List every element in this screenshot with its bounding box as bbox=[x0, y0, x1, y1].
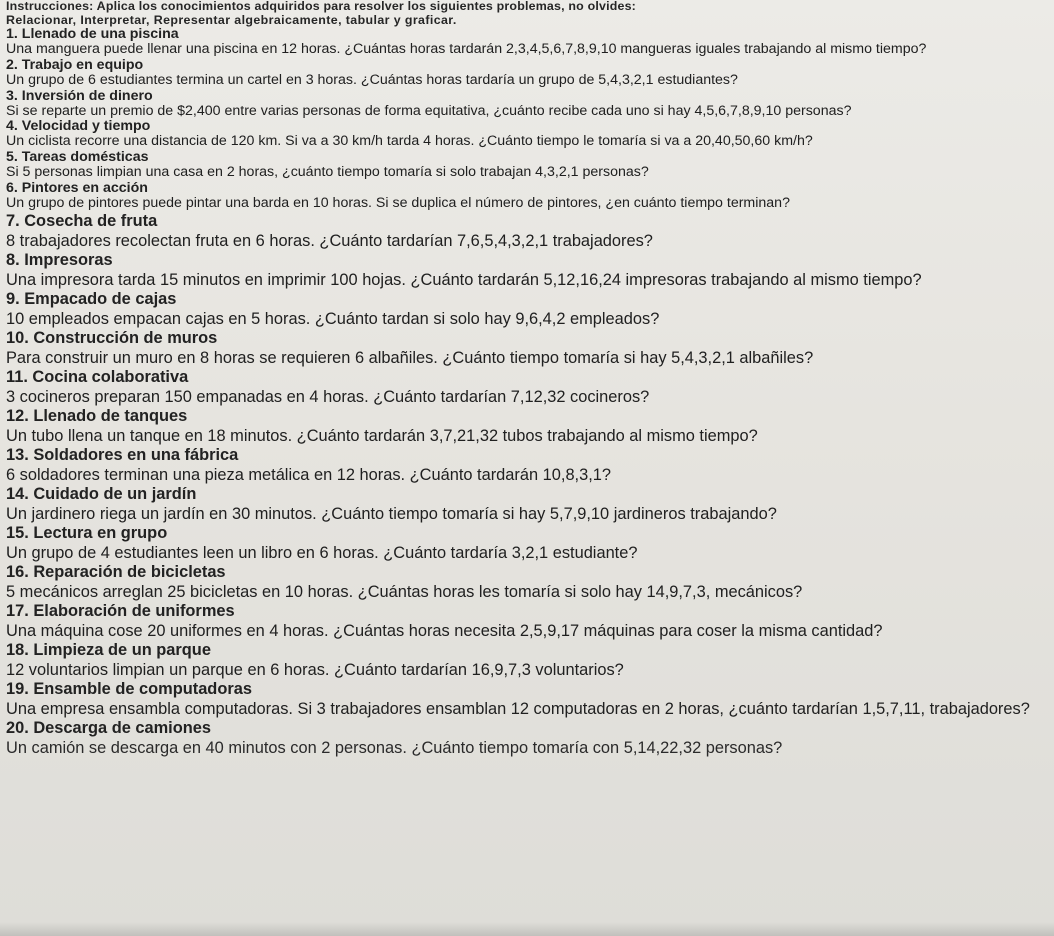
problem-9 bbox=[6, 290, 1046, 329]
problem-text: 3 cocineros preparan 150 empanadas en 4 horas. ¿Cuánto tardarían 7,12,32 cocineros? bbox=[6, 387, 650, 406]
problem-title: 8. Impresoras bbox=[6, 250, 113, 269]
problem-text: 8 trabajadores recolectan fruta en 6 horas. ¿Cuánto tardarían 7,6,5,4,3,2,1 trabajadores? bbox=[6, 231, 653, 250]
problem-2 bbox=[6, 58, 1046, 89]
problem-title: 3. Inversión de dinero bbox=[6, 87, 153, 104]
problem-title: 1. Llenado de una piscina bbox=[6, 26, 179, 42]
instructions-line-2: Relacionar, Interpretar, Representar algebraicamente, tabular y graficar. bbox=[6, 12, 457, 27]
problem-title: 2. Trabajo en equipo bbox=[6, 56, 144, 73]
problem-17 bbox=[6, 602, 1046, 641]
problem-title: 5. Tareas domésticas bbox=[6, 149, 149, 166]
problem-title: 6. Pintores en acción bbox=[6, 179, 148, 196]
problem-8 bbox=[6, 251, 1046, 290]
problem-title: 18. Limpieza de un parque bbox=[6, 640, 211, 659]
problem-title: 19. Ensamble de computadoras bbox=[6, 679, 252, 698]
problem-title: 20. Descarga de camiones bbox=[6, 718, 211, 737]
problem-text: Un grupo de pintores puede pintar una barda en 10 horas. Si se duplica el número de pintores, ¿en cuánto tiempo terminan? bbox=[6, 194, 790, 211]
problem-title: 7. Cosecha de fruta bbox=[6, 211, 158, 230]
problem-12 bbox=[6, 407, 1046, 446]
page-bottom-shadow bbox=[0, 922, 1054, 936]
problem-text: Un grupo de 6 estudiantes termina un cartel en 3 horas. ¿Cuántas horas tardaría un grupo de 5,4,3,2,1 estudiantes? bbox=[6, 71, 738, 88]
problem-title: 9. Empacado de cajas bbox=[6, 289, 177, 308]
problem-text: 10 empleados empacan cajas en 5 horas. ¿Cuánto tardan si solo hay 9,6,4,2 empleados? bbox=[6, 309, 660, 328]
problem-title: 14. Cuidado de un jardín bbox=[6, 484, 197, 503]
problem-15 bbox=[6, 524, 1046, 563]
problem-title: 4. Velocidad y tiempo bbox=[6, 118, 151, 135]
problem-text: Si se reparte un premio de $2,400 entre varias personas de forma equitativa, ¿cuánto recibe cada uno si hay 4,5,6,7,8,9,10 personas? bbox=[6, 102, 852, 119]
problem-1 bbox=[6, 27, 1046, 58]
problem-text: Un jardinero riega un jardín en 30 minutos. ¿Cuánto tiempo tomaría si hay 5,7,9,10 jardineros trabajando? bbox=[6, 504, 777, 523]
problem-text: Un ciclista recorre una distancia de 120 km. Si va a 30 km/h tarda 4 horas. ¿Cuánto tiempo le tomaría si va a 20,40,50,60 km/h? bbox=[6, 133, 813, 150]
problem-text: Un tubo llena un tanque en 18 minutos. ¿Cuánto tardarán 3,7,21,32 tubos trabajando al mismo tiempo? bbox=[6, 426, 758, 445]
problem-text: Para construir un muro en 8 horas se requieren 6 albañiles. ¿Cuánto tiempo tomaría si hay 5,4,3,2,1 albañiles? bbox=[6, 348, 814, 367]
problem-text: Si 5 personas limpian una casa en 2 horas, ¿cuánto tiempo tomaría si solo trabajan 4,3,2,1 personas? bbox=[6, 164, 649, 181]
problem-text: Una impresora tarda 15 minutos en imprimir 100 hojas. ¿Cuánto tardarán 5,12,16,24 impresoras trabajando al mismo tiempo? bbox=[6, 270, 922, 289]
problem-19 bbox=[6, 680, 1046, 719]
problem-title: 15. Lectura en grupo bbox=[6, 523, 168, 542]
problem-18 bbox=[6, 641, 1046, 680]
problem-title: 10. Construcción de muros bbox=[6, 328, 218, 347]
problem-text: 6 soldadores terminan una pieza metálica en 12 horas. ¿Cuánto tardarán 10,8,3,1? bbox=[6, 465, 612, 484]
problem-text: 5 mecánicos arreglan 25 bicicletas en 10 horas. ¿Cuántas horas les tomaría si solo hay 14,9,7,3, mecánicos? bbox=[6, 582, 803, 601]
problem-14 bbox=[6, 485, 1046, 524]
problem-4 bbox=[6, 119, 1046, 150]
problem-title: 11. Cocina colaborativa bbox=[6, 367, 189, 386]
problem-16 bbox=[6, 563, 1046, 602]
problem-3 bbox=[6, 89, 1046, 120]
problem-title: 17. Elaboración de uniformes bbox=[6, 601, 235, 620]
problem-text: Una empresa ensambla computadoras. Si 3 trabajadores ensamblan 12 computadoras en 2 horas, ¿cuánto tardarían 1,5,7,11, trabajadores? bbox=[6, 699, 1030, 718]
problem-20 bbox=[6, 719, 1046, 758]
instructions bbox=[6, 0, 1046, 27]
problem-11 bbox=[6, 368, 1046, 407]
problem-title: 13. Soldadores en una fábrica bbox=[6, 445, 239, 464]
problem-text: Una máquina cose 20 uniformes en 4 horas. ¿Cuántas horas necesita 2,5,9,17 máquinas para coser la misma cantidad? bbox=[6, 621, 883, 640]
problem-5 bbox=[6, 150, 1046, 181]
problem-text: 12 voluntarios limpian un parque en 6 horas. ¿Cuánto tardarían 16,9,7,3 voluntarios? bbox=[6, 660, 624, 679]
problem-7 bbox=[6, 212, 1046, 251]
problem-text: Un grupo de 4 estudiantes leen un libro en 6 horas. ¿Cuánto tardaría 3,2,1 estudiante? bbox=[6, 543, 638, 562]
problem-title: 12. Llenado de tanques bbox=[6, 406, 188, 425]
problem-10 bbox=[6, 329, 1046, 368]
problem-6 bbox=[6, 181, 1046, 212]
problem-list bbox=[6, 27, 1046, 758]
problem-text: Un camión se descarga en 40 minutos con 2 personas. ¿Cuánto tiempo tomaría con 5,14,22,32 personas? bbox=[6, 738, 783, 757]
problem-13 bbox=[6, 446, 1046, 485]
problem-text: Una manguera puede llenar una piscina en 12 horas. ¿Cuántas horas tardarán 2,3,4,5,6,7,8,9,10 mangueras iguales trabajando al mismo tiempo? bbox=[6, 41, 927, 57]
problem-title: 16. Reparación de bicicletas bbox=[6, 562, 226, 581]
instructions-line-1: Instrucciones: Aplica los conocimientos adquiridos para resolver los siguientes problemas, no olvides: bbox=[6, 0, 636, 13]
